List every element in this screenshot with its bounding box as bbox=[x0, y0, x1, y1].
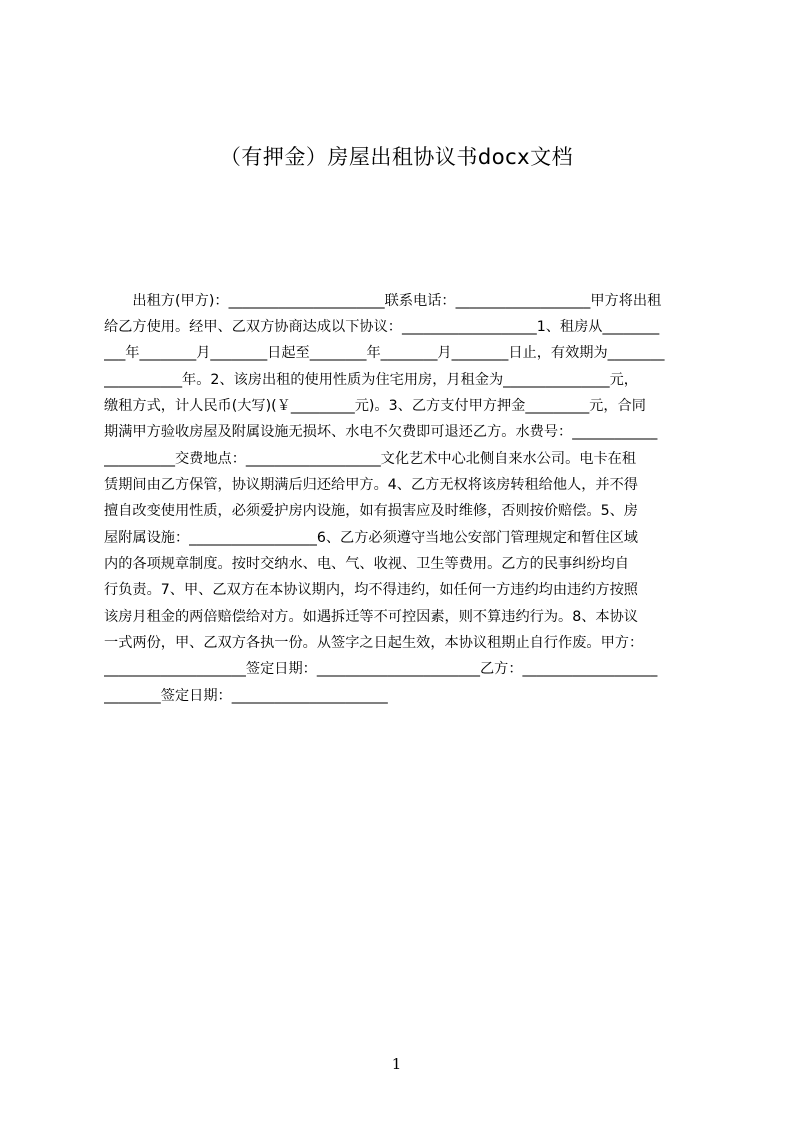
body-line-9: 擅自改变使用性质，必须爱护房内设施，如有损害应及时维修，否则按价赔偿。5、房 bbox=[104, 503, 638, 519]
body-line-8: 赁期间由乙方保管，协议期满后归还给甲方。4、乙方无权将该房转租给他人，并不得 bbox=[104, 477, 638, 493]
body-line-3: ___年________月________日起至________年________月________日止，有效期为________ bbox=[104, 345, 665, 361]
page-number: 1 bbox=[391, 1055, 402, 1073]
body-line-14: 一式两份，甲、乙双方各执一份。从签字之日起生效，本协议租期止自行作废。甲方： bbox=[104, 635, 644, 651]
body-line-10: 屋附属设施：__________________6、乙方必须遵守当地公安部门管理规定和暂住区域 bbox=[104, 530, 638, 546]
body-line-6: 期满甲方验收房屋及附属设施无损坏、水电不欠费即可退还乙方。水费号：____________ bbox=[104, 424, 658, 440]
body-line-13: 该房月租金的两倍赔偿给对方。如遇拆迁等不可控因素，则不算违约行为。8、本协议 bbox=[104, 609, 638, 625]
body-line-16: ________签定日期：______________________ bbox=[104, 688, 388, 704]
body-line-5: 缴租方式，计人民币(大写)(￥_________元)。3、乙方支付甲方押金_________元，合同 bbox=[104, 398, 646, 414]
body-line-12: 行负责。7、甲、乙双方在本协议期内，均不得违约，如任何一方违约均由违约方按照 bbox=[104, 582, 638, 598]
document-title: （有押金）房屋出租协议书docx文档 bbox=[219, 145, 574, 169]
body-line-2: 给乙方使用。经甲、乙双方协商达成以下协议：___________________1、租房从________ bbox=[104, 319, 660, 335]
body-line-7: __________交费地点：___________________文化艺术中心北侧自来水公司。电卡在租 bbox=[104, 451, 637, 467]
body-line-1: 出租方(甲方)：______________________联系电话：___________________甲方将出租 bbox=[104, 293, 662, 309]
body-line-15: ____________________签定日期：_______________________乙方：___________________ bbox=[104, 661, 658, 677]
body-line-4: ___________年。2、该房出租的使用性质为住宅用房，月租金为_______________元， bbox=[104, 372, 638, 388]
body-line-11: 内的各项规章制度。按时交纳水、电、气、收视、卫生等费用。乙方的民事纠纷均自 bbox=[104, 556, 629, 572]
